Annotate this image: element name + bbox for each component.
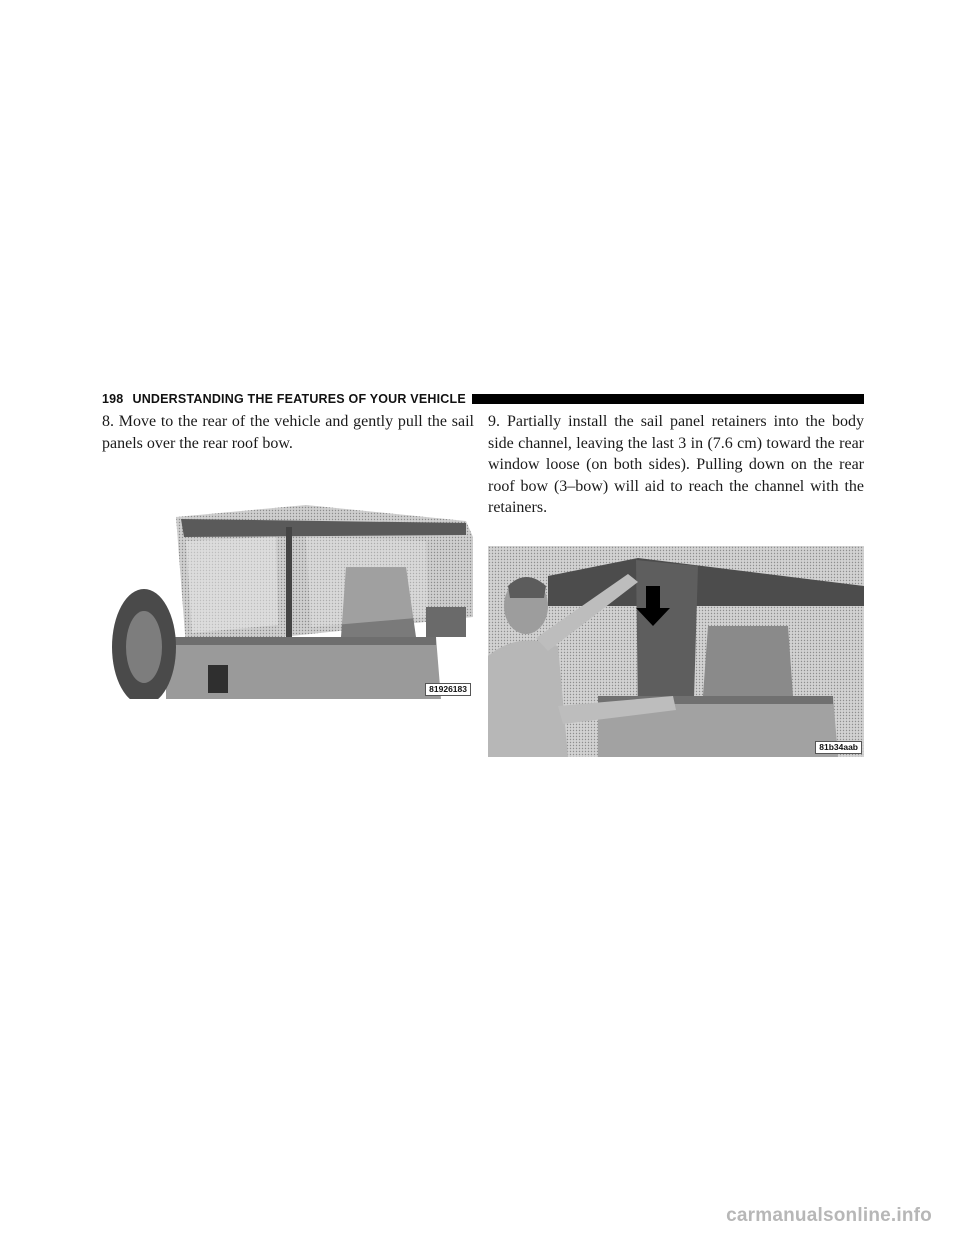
header-rule (472, 394, 864, 404)
jeep-rear-illustration (106, 497, 473, 699)
figure-sail-panels-over-roof-bow (106, 497, 473, 699)
figure-id-label: 81926183 (425, 683, 471, 696)
step-8-text: 8. Move to the rear of the vehicle and gently pull the sail panels over the rear roof bow. (102, 413, 474, 452)
watermark: carmanualsonline.info (726, 1205, 932, 1226)
page-number: 198 (102, 392, 124, 406)
retainer-install-illustration (488, 546, 864, 757)
page-header (102, 392, 864, 406)
figure-install-sail-panel-retainers (488, 546, 864, 757)
section-title: UNDERSTANDING THE FEATURES OF YOUR VEHICLE (132, 392, 466, 406)
step-9-text: 9. Partially install the sail panel retainers into the body side channel, leaving the last 3 in (7.6 cm) toward the rear window loose (on both sides). Pulling down on the rear roof bow (3–bow) will aid to reach the channel with the retainers. (488, 413, 864, 516)
figure-id-label: 81b34aab (815, 741, 862, 754)
